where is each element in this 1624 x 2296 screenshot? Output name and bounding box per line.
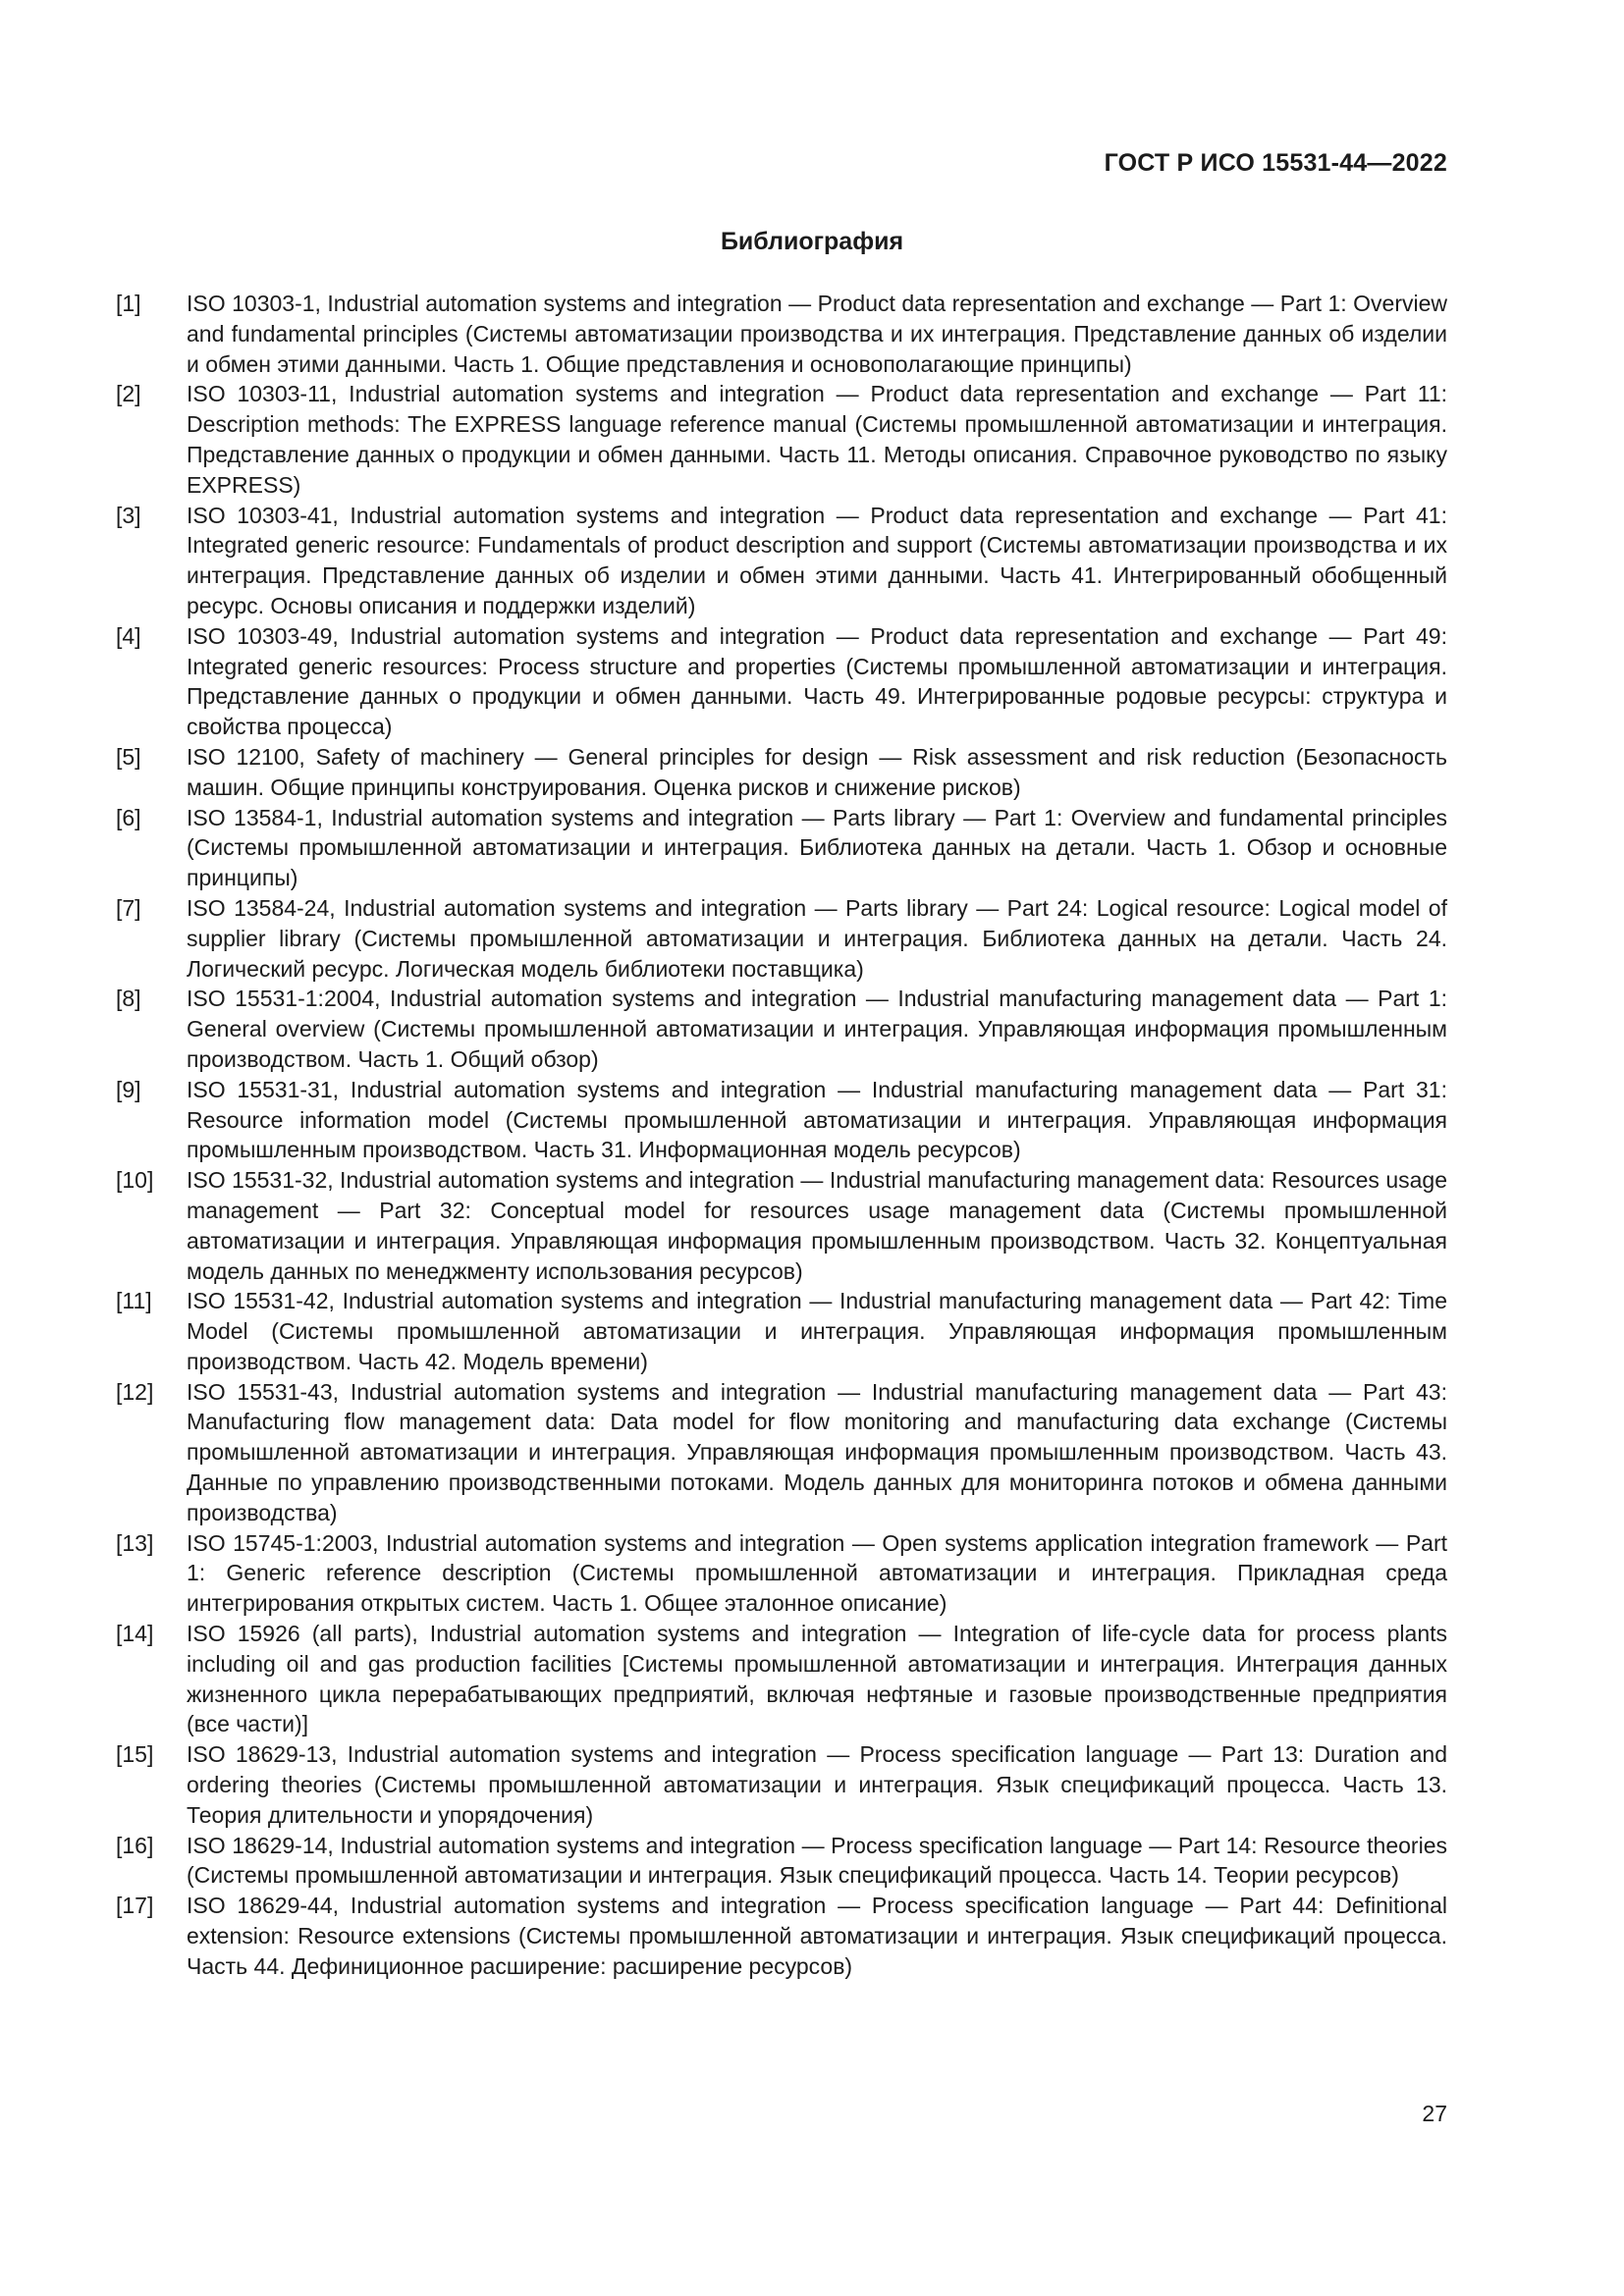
entry-number: [8]	[116, 986, 141, 1012]
bibliography-entry	[116, 1165, 1447, 1286]
document-code-header: ГОСТ Р ИСО 15531-44—2022	[1104, 149, 1447, 177]
entry-number: [3]	[116, 502, 141, 528]
bibliography-entry	[116, 501, 1447, 621]
bibliography-list	[116, 289, 1447, 1982]
bibliography-entry	[116, 1075, 1447, 1165]
bibliography-entry	[116, 1528, 1447, 1619]
bibliography-entry	[116, 1619, 1447, 1739]
entry-number: [13]	[116, 1529, 154, 1556]
entry-text: ISO 15745-1:2003, Industrial automation systems and integration — Open systems application integration framework — Part 1: Generic reference description (Системы промышленной автоматизации и интеграция. Прикладная среда интегрирования открытых систем. Часть 1. Общее эталонное описание)	[187, 1529, 1447, 1617]
bibliography-entry	[116, 1891, 1447, 1981]
entry-number: [5]	[116, 743, 141, 770]
bibliography-entry	[116, 803, 1447, 893]
entry-text: ISO 18629-14, Industrial automation systems and integration — Process specification language — Part 14: Resource theories (Системы промышленной автоматизации и интеграция. Язык спецификаций процесса. Часть 14. Теории ресурсов)	[187, 1832, 1447, 1889]
entry-text: ISO 15531-32, Industrial automation systems and integration — Industrial manufacturing management data: Resources usage management — Part 32: Conceptual model for resources usage management data (Системы промышленной автоматизации и интеграция. Управляющая информация промышленным производством. Часть 32. Концептуальная модель данных по менеджменту использования ресурсов)	[187, 1167, 1447, 1284]
entry-text: ISO 13584-1, Industrial automation systems and integration — Parts library — Part 1: Overview and fundamental principles (Системы промышленной автоматизации и интеграция. Библиотека данных на детали. Часть 1. Обзор и основные принципы)	[187, 804, 1447, 891]
entry-number: [12]	[116, 1378, 154, 1405]
bibliography-entry	[116, 1286, 1447, 1376]
bibliography-entry	[116, 1739, 1447, 1830]
entry-number: [9]	[116, 1076, 141, 1102]
entry-number: [1]	[116, 291, 141, 316]
entry-number: [16]	[116, 1832, 154, 1858]
bibliography-entry	[116, 621, 1447, 742]
bibliography-title: Библиография	[720, 228, 904, 255]
bibliography-entry	[116, 379, 1447, 500]
entry-number: [10]	[116, 1167, 154, 1194]
page-number: 27	[1422, 2101, 1447, 2126]
bibliography-entry	[116, 893, 1447, 984]
bibliography-entry	[116, 1377, 1447, 1528]
bibliography-entry	[116, 742, 1447, 803]
entry-text: ISO 10303-1, Industrial automation systems and integration — Product data representation and exchange — Part 1: Overview and fundamental principles (Системы автоматизации производства и их интеграция. Представление данных об изделии и обмен этими данными. Часть 1. Общие представления и основополагающие принципы)	[187, 291, 1447, 377]
entry-number: [15]	[116, 1741, 154, 1768]
entry-number: [11]	[116, 1288, 152, 1314]
entry-text: ISO 18629-13, Industrial automation systems and integration — Process specification language — Part 13: Duration and ordering theories (Системы промышленной автоматизации и интеграция. Язык спецификаций процесса. Часть 13. Теория длительности и упорядочения)	[187, 1741, 1447, 1828]
entry-text: ISO 15531-1:2004, Industrial automation systems and integration — Industrial manufacturing management data — Part 1: General overview (Системы промышленной автоматизации и интеграция. Управляющая информация промышленным производством. Часть 1. Общий обзор)	[187, 986, 1447, 1072]
entry-text: ISO 18629-44, Industrial automation systems and integration — Process specification language — Part 44: Definitional extension: Resource extensions (Системы промышленной автоматизации и интеграция. Язык спецификаций процесса. Часть 44. Дефиниционное расширение: расширение ресурсов)	[187, 1893, 1447, 1979]
entry-text: ISO 12100, Safety of machinery — General principles for design — Risk assessment and risk reduction (Безопасность машин. Общие принципы конструирования. Оценка рисков и снижение рисков)	[187, 743, 1447, 800]
entry-number: [17]	[116, 1893, 154, 1919]
bibliography-entry	[116, 1831, 1447, 1892]
entry-text: ISO 15531-43, Industrial automation systems and integration — Industrial manufacturing management data — Part 43: Manufacturing flow management data: Data model for flow monitoring and manufacturing data exchange (Системы промышленной автоматизации и интеграция. Управляющая информация промышленным производством. Часть 43. Данные по управлению производственными потоками. Модель данных для мониторинга потоков и обмена данными производства)	[187, 1378, 1447, 1525]
entry-text: ISO 10303-41, Industrial automation systems and integration — Product data representation and exchange — Part 41: Integrated generic resource: Fundamentals of product description and support (Системы автоматизации производства и их интеграция. Представление данных об изделии и обмен этими данными. Часть 41. Интегрированный обобщенный ресурс. Основы описания и поддержки изделий)	[187, 502, 1447, 618]
bibliography-entry	[116, 289, 1447, 379]
entry-number: [2]	[116, 381, 141, 407]
entry-number: [6]	[116, 804, 141, 830]
entry-number: [14]	[116, 1621, 154, 1647]
entry-number: [4]	[116, 622, 141, 649]
entry-text: ISO 15531-42, Industrial automation systems and integration — Industrial manufacturing management data — Part 42: Time Model (Системы промышленной автоматизации и интеграция. Управляющая информация промышленным производством. Часть 42. Модель времени)	[187, 1288, 1447, 1374]
entry-text: ISO 15926 (all parts), Industrial automation systems and integration — Integration of life-cycle data for process plants including oil and gas production facilities [Системы промышленной автоматизации и интеграция. Интеграция данных жизненного цикла перерабатывающих предприятий, включая нефтяные и газовые производственные предприятия (все части)]	[187, 1621, 1447, 1737]
entry-text: ISO 10303-49, Industrial automation systems and integration — Product data representation and exchange — Part 49: Integrated generic resources: Process structure and properties (Системы промышленной автоматизации и интеграция. Представление данных о продукции и обмен данными. Часть 49. Интегрированные родовые ресурсы: структура и свойства процесса)	[187, 622, 1447, 740]
entry-number: [7]	[116, 894, 141, 921]
entry-text: ISO 15531-31, Industrial automation systems and integration — Industrial manufacturing management data — Part 31: Resource information model (Системы промышленной автоматизации и интеграция. Управляющая информация промышленным производством. Часть 31. Информационная модель ресурсов)	[187, 1076, 1447, 1163]
bibliography-entry	[116, 984, 1447, 1074]
entry-text: ISO 13584-24, Industrial automation systems and integration — Parts library — Part 24: Logical resource: Logical model of supplier library (Системы промышленной автоматизации и интеграция. Библиотека данных на детали. Часть 24. Логический ресурс. Логическая модель библиотеки поставщика)	[187, 894, 1447, 982]
entry-text: ISO 10303-11, Industrial automation systems and integration — Product data representation and exchange — Part 11: Description methods: The EXPRESS language reference manual (Системы промышленной автоматизации и интеграция. Представление данных о продукции и обмен данными. Часть 11. Методы описания. Справочное руководство по языку EXPRESS)	[187, 381, 1447, 498]
